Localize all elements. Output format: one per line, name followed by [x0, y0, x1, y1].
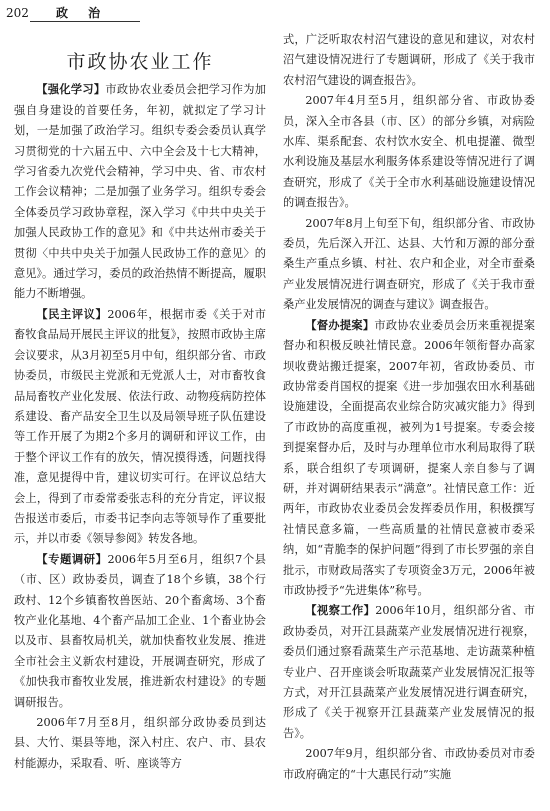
paragraph-welfare	[283, 744, 535, 785]
text-silk: 2007年8月上旬至下旬，组织部分省、市政协委员，先后深入开江、达县、大竹和万源的部分蚕桑生产重点乡镇、村社、农户和企业，对全市蚕桑产业发展情况进行调查研究，形成了《关于我市蚕桑产业发展情况的调查与建议》调查报告。	[283, 216, 535, 312]
section-title: 政 治	[56, 6, 109, 20]
page-number: 202	[6, 6, 29, 20]
tag-proposal: 【督办提案】	[305, 318, 375, 332]
tag-study: 【强化学习】	[36, 83, 106, 97]
paragraph-study	[14, 80, 266, 304]
text-proposal: 市政协农业委员会历来重视提案督办和积极反映社情民意。2006年领衔督办高家坝收费站搬迁提案，2007年初，省政协委员、市政协常委肖国权的提案《进一步加强农田水利基础设施建设，全面提高农业综合防灾减灾能力》得到了市政协的高度重视，被列为1号提案。专委会接到提案督办后，及时与办理单位市水利局取得了联系，联合组织了专项调研，提案人亲自参与了调研，并对调研结果表示“满意”。社情民意工作：近两年，市政协农业委员会发挥委员作用，积极撰写社情民意多篇，一些高质量的社情民意被市委采纳，如“青脆李的保护问题”得到了市长罗强的亲自批示，市财政局落实了专项资金3万元，2006年被市政协授予“先进集体”称号。	[283, 318, 535, 597]
paragraph-biogas-cont	[283, 30, 535, 91]
text-review: 2006年，根据市委《关于对市畜牧食品局开展民主评议的批复》，按照市政协主席会议要求，从3月初至5月中旬，组织部分省、市政协委员，市级民主党派和无党派人士，对市畜牧食品局畜牧产业化发展、依法行政、动物疫病防控体系建设、畜产品安全卫生以及局领导班子队伍建设等工作开展了为期2个多月的调研和评议工作，由于整个评议工作有的放矢，情况摸得透，问题找得准，意见提得中肯，建议切实可行。在评议总结大会上，得到了市委常委张志科的充分肯定，评议报告报送市委后，市委书记李向志等领导作了重要批示，并以市委《领导参阅》转发各地。	[14, 307, 266, 546]
page-header	[6, 4, 266, 22]
right-column	[283, 30, 535, 785]
text-research: 2006年5月至6月，组织7个县（市、区）政协委员，调查了18个乡镇，38个行政村、12个乡镇畜牧兽医站、20个畜禽场、3个畜牧产业化基地、4个畜产品加工企业、1个畜业协会以及市、县畜牧局机关，就加快畜牧业发展、推进全市社会主义新农村建设，开展调查研究，形成了《加快我市畜牧业发展，推进新农村建设》的专题调研报告。	[14, 552, 266, 709]
text-biogas: 2006年7月至8月，组织部分政协委员到达县、大竹、渠县等地，深入村庄、农户、市、县农村能源办，采取看、听、座谈等方	[14, 716, 266, 770]
left-column	[14, 50, 266, 774]
article-title: 市政协农业工作	[66, 51, 214, 73]
text-study: 市政协农业委员会把学习作为加强自身建设的首要任务，年初，就拟定了学习计划，一是加强了政治学习。组织专委会委员认真学习贯彻党的十六届五中、六中全会及十七大精神，学习省委九次党代会精神，学习中央、省、市农村工作会议精神；二是加强了业务学习。组织专委会全体委员学习政协章程，深入学习《中共中央关于加强人民政协工作的意见》和《中共达州市委关于贯彻〈中共中央关于加强人民政协工作的意见〉的意见》。通过学习，委员的政治热情不断提高，履职能力不断增强。	[14, 83, 266, 301]
text-inspection: 2006年10月，组织部分省、市政协委员，对开江县蔬菜产业发展情况进行视察，委员们通过察看蔬菜生产示范基地、走访蔬菜种植专业户、召开座谈会听取蔬菜产业发展情况汇报等方式，对开江县蔬菜产业发展情况进行调查研究，形成了《关于视察开江县蔬菜产业发展情况的报告》。	[283, 604, 535, 740]
paragraph-review	[14, 305, 266, 550]
paragraph-proposal	[283, 316, 535, 602]
header-rule	[30, 21, 140, 22]
tag-inspection: 【视察工作】	[305, 604, 376, 618]
paragraph-water	[283, 91, 535, 213]
tag-review: 【民主评议】	[36, 307, 108, 321]
paragraph-biogas	[14, 713, 266, 774]
text-biogas-cont: 式，广泛听取农村沼气建设的意见和建议，对农村沼气建设情况进行了专题调研，形成了《关于我市农村沼气建设的调查报告》。	[283, 33, 535, 87]
paragraph-research	[14, 550, 266, 713]
text-water: 2007年4月至5月，组织部分省、市政协委员，深入全市各县（市、区）的部分乡镇，对病险水库、渠系配套、农村饮水安全、机电提灌、微型水利设施及基层水利服务体系建设等情况进行了调查研究，形成了《关于全市水利基础设施建设情况的调查报告》。	[283, 94, 535, 210]
tag-research: 【专题调研】	[36, 552, 108, 566]
paragraph-inspection	[283, 601, 535, 744]
text-welfare: 2007年9月，组织部分省、市政协委员对市委市政府确定的“十大惠民行动”实施	[283, 747, 535, 781]
paragraph-silk	[283, 214, 535, 316]
